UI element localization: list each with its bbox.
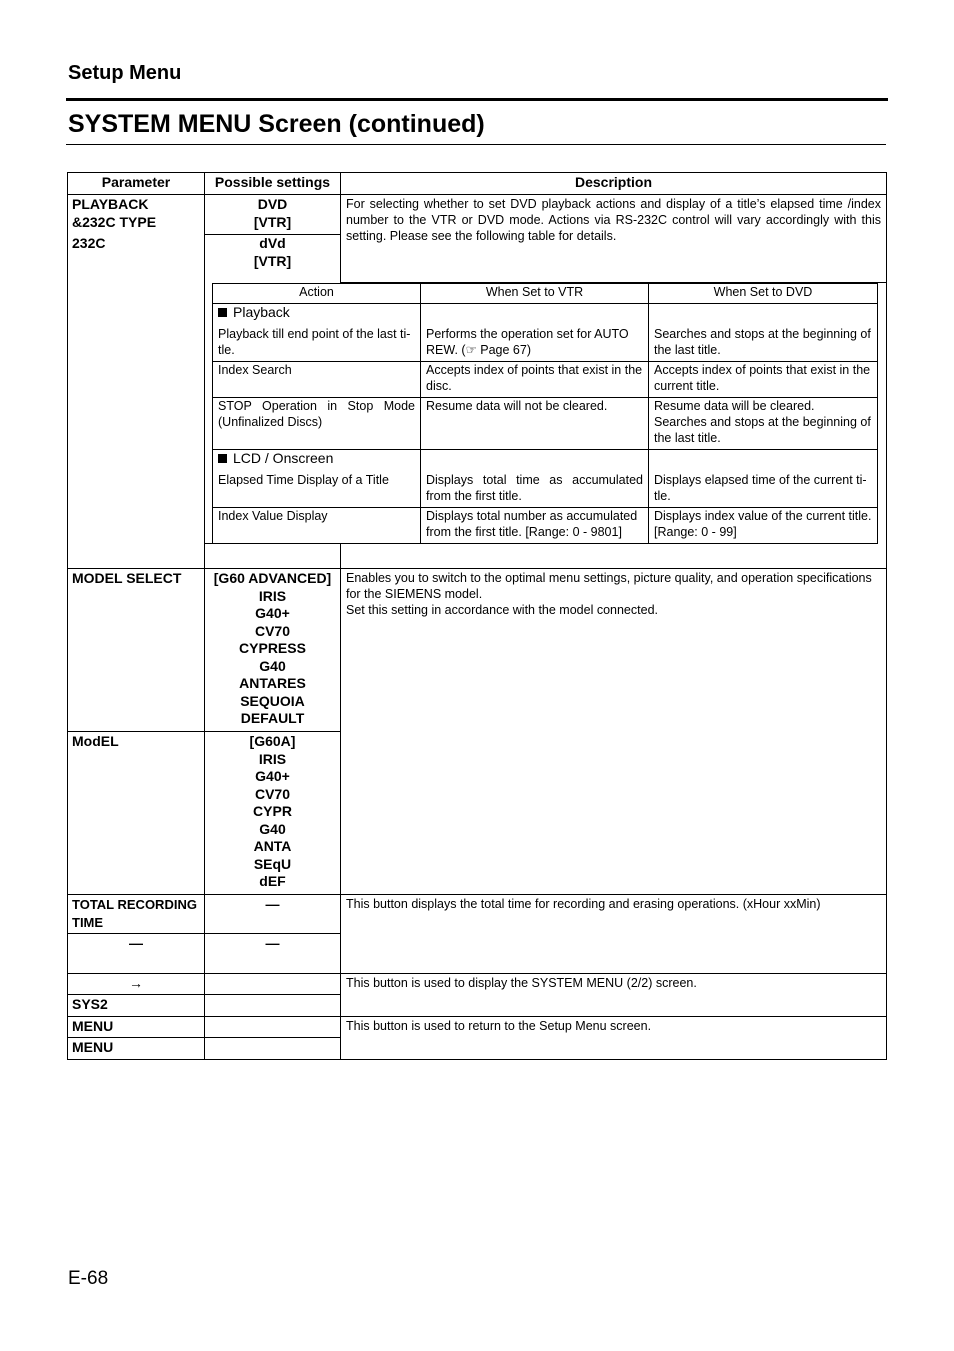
row-dvd: Displays index value of the current title. [Range: 0 - 99]	[654, 509, 872, 539]
param-arrow: →	[129, 975, 143, 991]
desc-total-recording-time: This button displays the total time for recording and erasing operations. (xHour xxMin)	[346, 897, 821, 911]
column-header-parameter: Parameter	[101, 174, 171, 190]
page-title: SYSTEM MENU Screen (continued)	[68, 110, 485, 138]
desc-model-select: Enables you to switch to the optimal menu settings, picture quality, and operation specifications for the SIEMENS model. Set this setting in accordance with the model connected.	[346, 571, 872, 617]
row-action: Elapsed Time Display of a Title	[218, 473, 389, 487]
column-header-settings: Possible settings	[214, 174, 331, 190]
inner-header-action: Action	[299, 285, 334, 299]
row-dvd: Searches and stops at the beginning of the last title.	[654, 327, 871, 357]
row-action: Index Search	[218, 363, 292, 377]
desc-arrow: This button is used to display the SYSTEM MENU (2/2) screen.	[346, 976, 697, 990]
column-header-description: Description	[574, 174, 652, 190]
settings-total-recording-time: —	[265, 896, 280, 912]
param-model-select: MODEL SELECT	[72, 570, 182, 586]
row-vtr: Displays total number as accumulated from the first title. [Range: 0 - 9801]	[426, 509, 638, 539]
settings-playback-type: DVD [VTR]	[253, 196, 292, 230]
param-model: ModEL	[72, 733, 119, 749]
desc-menu: This button is used to return to the Setup Menu screen.	[346, 1019, 652, 1033]
row-dvd: Accepts index of points that exist in the current title.	[654, 363, 871, 393]
group-playback: Playback	[213, 304, 420, 320]
page-number: E-68	[68, 1268, 109, 1289]
param-total-recording-time: TOTAL RECORDING TIME	[72, 897, 197, 930]
square-bullet-icon	[218, 308, 227, 317]
param-menu: MENU	[72, 1039, 114, 1055]
title-rule	[66, 144, 886, 145]
row-vtr: Performs the operation set for AUTO REW. (☞ Page 67)	[426, 327, 629, 357]
row-vtr: Accepts index of points that exist in the disc.	[426, 363, 643, 393]
inner-header-vtr: When Set to VTR	[485, 285, 584, 299]
group-lcd: LCD / Onscreen	[213, 450, 420, 466]
row-dvd: Resume data will be cleared. Searches and stops at the beginning of the last title.	[654, 399, 871, 445]
row-vtr: Resume data will not be cleared.	[426, 399, 608, 413]
param-playback-type: PLAYBACK &232C TYPE	[72, 196, 157, 230]
settings-232c: dVd [VTR]	[253, 235, 292, 269]
param-dash: —	[129, 935, 143, 951]
param-menu: MENU	[72, 1018, 114, 1034]
square-bullet-icon	[218, 454, 227, 463]
row-action: STOP Operation in Stop Mode (Unfinalized Discs)	[218, 399, 415, 429]
header-rule	[66, 98, 888, 101]
desc-playback-type: For selecting whether to set DVD playback actions and display of a title’s elapsed time /index number to the VTR or DVD mode. Actions via RS-232C control will vary accordingly with this setting. Please see the following table for details.	[346, 197, 881, 243]
settings-model: [G60A] IRIS G40+ CV70 CYPR G40 ANTA SEqU dEF	[249, 733, 296, 889]
row-vtr: Displays total time as accumulated from the first title.	[426, 473, 643, 503]
param-232c: 232C	[72, 235, 106, 251]
row-action: Index Value Display	[218, 509, 328, 523]
settings-dash: —	[265, 935, 280, 951]
param-sys2: SYS2	[72, 996, 108, 1012]
row-dvd: Displays elapsed time of the current ti- tle.	[654, 473, 867, 503]
settings-model-select: [G60 ADVANCED] IRIS G40+ CV70 CYPRESS G40 ANTARES SEQUOIA DEFAULT	[213, 570, 332, 726]
section-title: Setup Menu	[68, 62, 182, 84]
row-action: Playback till end point of the last ti- tle.	[218, 327, 411, 357]
inner-header-dvd: When Set to DVD	[713, 285, 813, 299]
